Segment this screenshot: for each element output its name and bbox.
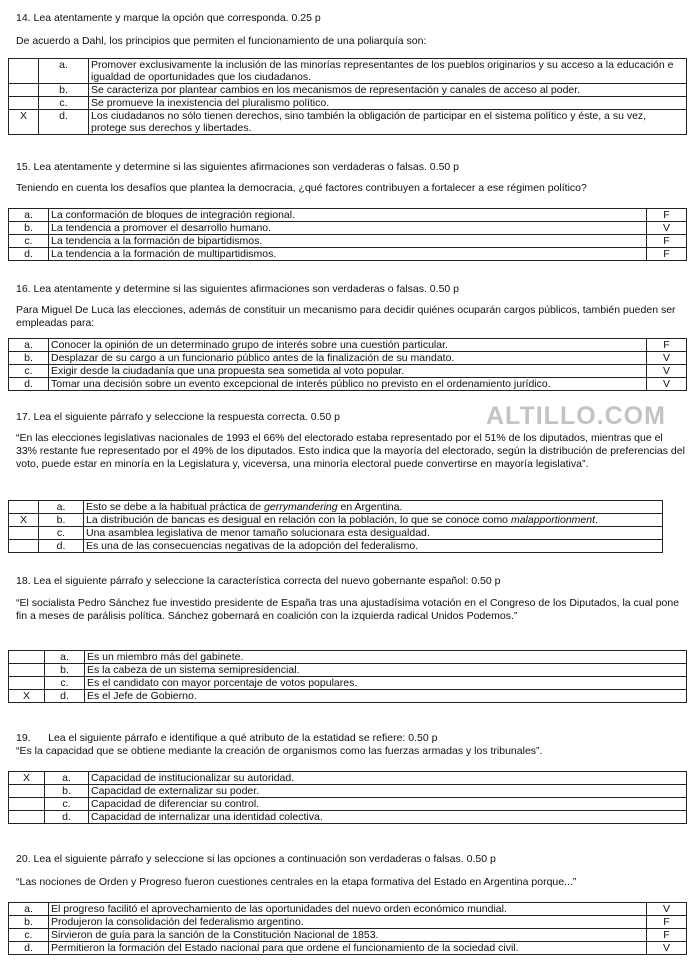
- option-text: La tendencia a la formación de multipartidismos.: [49, 248, 647, 261]
- answer-mark: [9, 540, 39, 553]
- q18-option-b[interactable]: [9, 664, 687, 677]
- q16-options-table: [8, 338, 687, 391]
- option-text: Produjeron la consolidación del federalismo argentino.: [49, 916, 647, 929]
- answer-mark: X: [9, 690, 45, 703]
- q15-option-d[interactable]: [9, 248, 687, 261]
- option-text: Sirvieron de guía para la sanción de la Constitución Nacional de 1853.: [49, 929, 647, 942]
- true-false-answer: V: [647, 942, 687, 955]
- q17-prompt: “En las elecciones legislativas nacionales de 1993 el 66% del electorado estaba representado por el 51% de los diputados, mientras que el 33% restante fue representado por el 49% de los diputados. Esto indica que la mayoría del electorado, según la distribución de preferencias del voto, puede estar en minoría en la Legislatura y, viceversa, una minoría electoral puede convertirse en mayoría legislativa”.: [16, 432, 685, 470]
- q16-option-a[interactable]: [9, 339, 687, 352]
- q19-prompt: “Es la capacidad que se obtiene mediante la creación de organismos como las fuerzas armadas y los tribunales”.: [16, 745, 543, 757]
- q15-option-c[interactable]: [9, 235, 687, 248]
- option-text: El progreso facilitó el aprovechamiento de las oportunidades del nuevo orden económico mundial.: [49, 903, 647, 916]
- q20-prompt: “Las nociones de Orden y Progreso fueron cuestiones centrales en la etapa formativa del Estado en Argentina porque...”: [16, 876, 577, 888]
- answer-mark: [9, 664, 45, 677]
- q14-option-d[interactable]: [9, 110, 687, 135]
- q20-option-b[interactable]: [9, 916, 687, 929]
- q14-option-c[interactable]: [9, 97, 687, 110]
- q20-option-a[interactable]: [9, 903, 687, 916]
- option-letter: a.: [39, 59, 89, 84]
- option-text: Promover exclusivamente la inclusión de las minorías representantes de los pueblos originarios y su acceso a la educación e igualdad de oportunidades que los ciudadanos.: [89, 59, 687, 84]
- option-text: La tendencia a la formación de bipartidismos.: [49, 235, 647, 248]
- option-letter: d.: [39, 540, 84, 553]
- q14-options-table: [8, 58, 687, 135]
- q17-title: 17. Lea el siguiente párrafo y seleccione la respuesta correcta. 0.50 p: [16, 411, 340, 423]
- q19-option-c[interactable]: [9, 798, 687, 811]
- option-text: Es la cabeza de un sistema semipresidencial.: [85, 664, 687, 677]
- option-text: La tendencia a promover el desarrollo humano.: [49, 222, 647, 235]
- q15-option-a[interactable]: [9, 209, 687, 222]
- q19-option-b[interactable]: [9, 785, 687, 798]
- q17-option-a[interactable]: [9, 501, 663, 514]
- true-false-answer: F: [647, 929, 687, 942]
- q14-prompt: De acuerdo a Dahl, los principios que permiten el funcionamiento de una poliarquía son:: [16, 35, 427, 47]
- option-text: Es el Jefe de Gobierno.: [85, 690, 687, 703]
- answer-mark: [9, 84, 39, 97]
- option-text: Los ciudadanos no sólo tienen derechos, sino también la obligación de participar en el sistema político y éste, a su vez, protege sus derechos y libertades.: [89, 110, 687, 135]
- q20-options-table: [8, 902, 687, 955]
- option-text: Es el candidato con mayor porcentaje de votos populares.: [85, 677, 687, 690]
- answer-mark: [9, 785, 45, 798]
- option-text: Capacidad de diferenciar su control.: [89, 798, 687, 811]
- q17-option-b[interactable]: [9, 514, 663, 527]
- true-false-answer: V: [647, 903, 687, 916]
- q19-options-table: [8, 771, 687, 824]
- q16-option-d[interactable]: [9, 378, 687, 391]
- option-text: Se promueve la inexistencia del pluralismo político.: [89, 97, 687, 110]
- q16-prompt: Para Miguel De Luca las elecciones, además de constituir un mecanismo para decidir quiénes ocuparán cargos públicos, también pueden ser empleadas para:: [16, 304, 676, 329]
- q17-option-c[interactable]: [9, 527, 663, 540]
- option-letter: c.: [45, 677, 85, 690]
- option-letter: b.: [45, 785, 89, 798]
- option-letter: b.: [39, 84, 89, 97]
- option-letter: c.: [9, 929, 49, 942]
- option-letter: a.: [9, 903, 49, 916]
- option-text: La conformación de bloques de integración regional.: [49, 209, 647, 222]
- q18-prompt: “El socialista Pedro Sánchez fue investido presidente de España tras una ajustadísima votación en el Congreso de los Diputados, la cual pone fin a meses de parálisis política. Sánchez gobernará en coalición con la izquierda radical Unidos Podemos.”: [16, 597, 680, 622]
- option-letter: c.: [9, 235, 49, 248]
- option-text: Conocer la opinión de un determinado grupo de interés sobre una cuestión particular.: [49, 339, 647, 352]
- q14-option-a[interactable]: [9, 59, 687, 84]
- q14-title: 14. Lea atentamente y marque la opción que corresponda. 0.25 p: [16, 12, 321, 24]
- option-letter: b.: [9, 352, 49, 365]
- option-letter: c.: [39, 97, 89, 110]
- q18-title: 18. Lea el siguiente párrafo y seleccione la característica correcta del nuevo gobernante español: 0.50 p: [16, 575, 501, 587]
- option-letter: d.: [39, 110, 89, 135]
- q18-options-table: [8, 650, 687, 703]
- option-text: Tomar una decisión sobre un evento excepcional de interés público no previsto en el ordenamiento jurídico.: [49, 378, 647, 391]
- q19-option-d[interactable]: [9, 811, 687, 824]
- option-letter: b.: [39, 514, 84, 527]
- option-letter: b.: [45, 664, 85, 677]
- q15-title: 15. Lea atentamente y determine si las siguientes afirmaciones son verdaderas o falsas. 0.50 p: [16, 161, 460, 173]
- option-text: Exigir desde la ciudadanía que una propuesta sea sometida al voto popular.: [49, 365, 647, 378]
- true-false-answer: F: [647, 235, 687, 248]
- option-letter: d.: [45, 811, 89, 824]
- option-letter: d.: [9, 942, 49, 955]
- option-text: Desplazar de su cargo a un funcionario público antes de la finalización de su mandato.: [49, 352, 647, 365]
- option-letter: d.: [9, 248, 49, 261]
- q17-options-table: [8, 500, 663, 553]
- true-false-answer: V: [647, 222, 687, 235]
- answer-mark: [9, 651, 45, 664]
- q20-option-d[interactable]: [9, 942, 687, 955]
- option-letter: b.: [9, 222, 49, 235]
- option-letter: a.: [39, 501, 84, 514]
- option-letter: d.: [9, 378, 49, 391]
- option-letter: a.: [45, 651, 85, 664]
- q15-option-b[interactable]: [9, 222, 687, 235]
- q20-option-c[interactable]: [9, 929, 687, 942]
- q18-option-c[interactable]: [9, 677, 687, 690]
- option-letter: c.: [9, 365, 49, 378]
- option-letter: c.: [45, 798, 89, 811]
- option-letter: a.: [45, 772, 89, 785]
- true-false-answer: V: [647, 378, 687, 391]
- true-false-answer: F: [647, 209, 687, 222]
- answer-mark: [9, 798, 45, 811]
- option-text: Esto se debe a la habitual práctica de gerrymandering en Argentina.: [84, 501, 663, 514]
- option-text: Capacidad de institucionalizar su autoridad.: [89, 772, 687, 785]
- option-text: Se caracteriza por plantear cambios en los mecanismos de representación y canales de acceso al poder.: [89, 84, 687, 97]
- option-letter: c.: [39, 527, 84, 540]
- true-false-answer: V: [647, 352, 687, 365]
- answer-mark: X: [9, 514, 39, 527]
- q14-option-b[interactable]: [9, 84, 687, 97]
- true-false-answer: V: [647, 365, 687, 378]
- q20-title: 20. Lea el siguiente párrafo y seleccione si las opciones a continuación son verdaderas o falsas. 0.50 p: [16, 853, 496, 865]
- option-text: Una asamblea legislativa de menor tamaño solucionara esta desigualdad.: [84, 527, 663, 540]
- option-letter: b.: [9, 916, 49, 929]
- q15-options-table: [8, 208, 687, 261]
- option-letter: a.: [9, 339, 49, 352]
- answer-mark: [9, 97, 39, 110]
- option-text: Capacidad de externalizar su poder.: [89, 785, 687, 798]
- q16-option-b[interactable]: [9, 352, 687, 365]
- option-text: La distribución de bancas es desigual en relación con la población, lo que se conoce como malapportionment.: [84, 514, 663, 527]
- true-false-answer: F: [647, 339, 687, 352]
- answer-mark: X: [9, 772, 45, 785]
- answer-mark: [9, 59, 39, 84]
- answer-mark: [9, 677, 45, 690]
- q19-option-a[interactable]: [9, 772, 687, 785]
- q15-prompt: Teniendo en cuenta los desafíos que plantea la democracia, ¿qué factores contribuyen a fortalecer a ese régimen político?: [16, 182, 587, 194]
- true-false-answer: F: [647, 916, 687, 929]
- option-letter: a.: [9, 209, 49, 222]
- option-letter: d.: [45, 690, 85, 703]
- option-text: Es un miembro más del gabinete.: [85, 651, 687, 664]
- answer-mark: [9, 811, 45, 824]
- q18-option-a[interactable]: [9, 651, 687, 664]
- q16-option-c[interactable]: [9, 365, 687, 378]
- option-text: Es una de las consecuencias negativas de la adopción del federalismo.: [84, 540, 663, 553]
- answer-mark: [9, 501, 39, 514]
- answer-mark: X: [9, 110, 39, 135]
- q17-option-d[interactable]: [9, 540, 663, 553]
- q19-title: 19. Lea el siguiente párrafo e identifique a qué atributo de la estatidad se refiere: 0.50 p: [16, 732, 438, 744]
- option-text: Capacidad de internalizar una identidad colectiva.: [89, 811, 687, 824]
- watermark: ALTILLO.COM: [486, 402, 666, 430]
- true-false-answer: F: [647, 248, 687, 261]
- answer-mark: [9, 527, 39, 540]
- q16-title: 16. Lea atentamente y determine si las siguientes afirmaciones son verdaderas o falsas. 0.50 p: [16, 283, 460, 295]
- option-text: Permitieron la formación del Estado nacional para que ordene el funcionamiento de la sociedad civil.: [49, 942, 647, 955]
- q18-option-d[interactable]: [9, 690, 687, 703]
